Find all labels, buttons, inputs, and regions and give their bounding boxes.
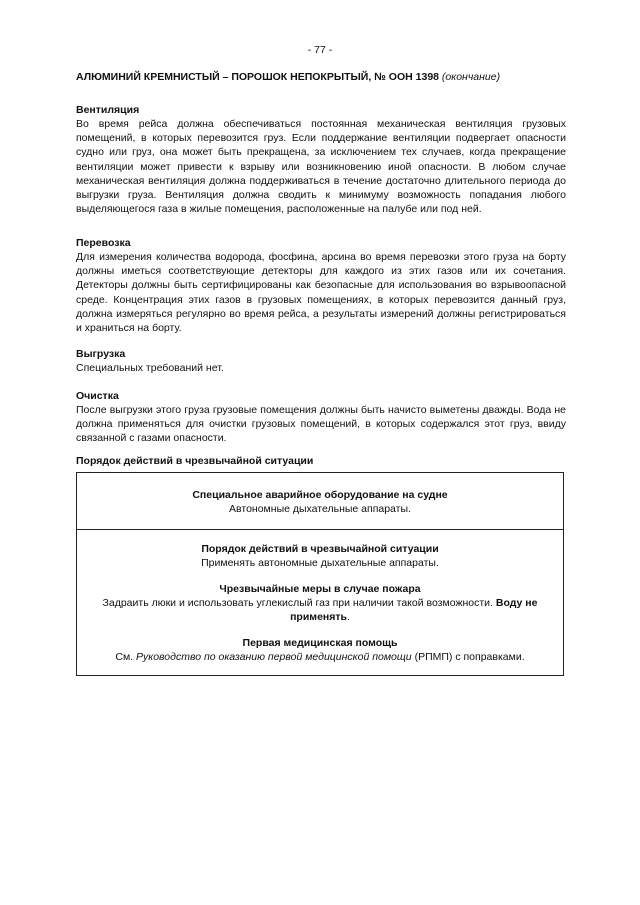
emergency-procedures-block bbox=[77, 542, 563, 570]
section-unloading bbox=[76, 347, 566, 375]
ventilation-text: Во время рейса должна обеспечиваться постоянная механическая вентиляция грузовых помещений, в которых перевозится груз. Если поддержание вентиляции подвергает опасности судно или груз, она может быть прекращена, за исключением тех случаев, когда прекращение вентиляции может привести к взрыву или возникновению иной опасности. В любом случае механическая вентиляция должна поддерживаться в течение достаточно длительного периода до выгрузки груза. Вентиляция должна сводить к минимуму возможность попадания любого выделяющегося газа в жилые помещения, расположенные на палубе или под ней. bbox=[76, 118, 566, 216]
section-cleaning bbox=[76, 389, 566, 446]
fire-bold-text: Воду не применять bbox=[290, 597, 538, 624]
procedures-title: Порядок действий в чрезвычайной ситуации bbox=[201, 543, 439, 555]
medical-guide-title: Руководство по оказанию первой медицинской помощи bbox=[136, 651, 412, 664]
emergency-medical-block bbox=[77, 636, 563, 664]
transport-text: Для измерения количества водорода, фосфина, арсина во время перевозки этого груза на борту должны иметься соответствующие детекторы для каждого из этих газов или их сочетания. Детекторы должны быть сертифицированы как безопасные для использования во взрывоопасной среде. Концентрация этих газов в грузовых помещениях, в которых перевозится данный груз, должна измеряться регулярно во время рейса, а результаты измерений должны регистрироваться и храниться на борту. bbox=[76, 251, 566, 335]
page-title bbox=[76, 71, 576, 83]
medical-text-line bbox=[77, 650, 563, 664]
equipment-text: Автономные дыхательные аппараты. bbox=[229, 503, 411, 516]
cleaning-heading: Очистка bbox=[76, 390, 119, 402]
fire-title: Чрезвычайные меры в случае пожара bbox=[219, 583, 421, 595]
ventilation-heading: Вентиляция bbox=[76, 104, 140, 116]
section-ventilation bbox=[76, 103, 566, 216]
table-divider bbox=[77, 529, 563, 530]
medical-title: Первая медицинская помощь bbox=[242, 637, 398, 649]
fire-text-line bbox=[77, 596, 563, 624]
fire-text: Задраить люки и использовать углекислый газ при наличии такой возможности. bbox=[102, 597, 493, 610]
unloading-heading: Выгрузка bbox=[76, 348, 126, 360]
medical-suffix: (РПМП) с поправками. bbox=[411, 651, 525, 664]
emergency-heading: Порядок действий в чрезвычайной ситуации bbox=[76, 455, 314, 467]
emergency-equipment-block bbox=[77, 488, 563, 516]
section-transport bbox=[76, 236, 566, 335]
procedures-text: Применять автономные дыхательные аппараты. bbox=[201, 557, 439, 570]
transport-heading: Перевозка bbox=[76, 237, 131, 249]
equipment-title: Специальное аварийное оборудование на судне bbox=[192, 489, 448, 501]
page-number: - 77 - bbox=[307, 44, 333, 56]
cleaning-text: После выгрузки этого груза грузовые помещения должны быть начисто выметены дважды. Вода не должна применяться для очистки грузовых помещений, в которых содержался этот груз, ввиду связанной с газами опасности. bbox=[76, 404, 566, 445]
emergency-fire-block bbox=[77, 582, 563, 625]
title-suffix: (окончание) bbox=[441, 71, 501, 83]
medical-prefix: См. bbox=[115, 651, 136, 664]
unloading-text: Специальных требований нет. bbox=[76, 362, 224, 374]
emergency-table bbox=[76, 472, 564, 676]
fire-text-end: . bbox=[346, 611, 350, 624]
title-main: АЛЮМИНИЙ КРЕМНИСТЫЙ – ПОРОШОК НЕПОКРЫТЫЙ, № ООН 1398 bbox=[76, 71, 439, 83]
